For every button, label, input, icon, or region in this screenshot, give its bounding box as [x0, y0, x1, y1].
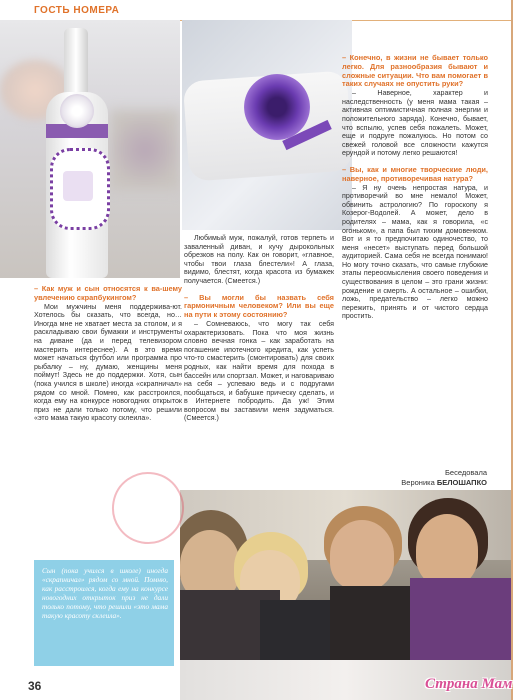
page-number: 36: [28, 679, 42, 693]
photo-ring-pillow: [182, 20, 352, 230]
site-watermark[interactable]: Страна Мам: [425, 676, 513, 692]
photo-decorated-bottle: [0, 20, 180, 278]
answer-1-continued: Любимый муж, пожалуй, готов терпеть и заваленный диван, и кучу дырокольных обрезков на полу. Как он говорит, «главное, чтобы твои глаза блестели»! А глаза, видимо, блестят, когда красота из бумажек получается. (Смеется.): [184, 234, 334, 285]
answer-3: – Наверное, характер и наследственность (у меня мама такая – активная оптимистичная полная энергии и положительного заряда). Конечно, бывает, что вспылю, успев себя пожалеть. Может, еще и подруге пожалуюсь. Но потом со свежей головой все сложности кажутся ерундой и потому легко решаются!: [342, 89, 488, 158]
text-column-2: [184, 234, 334, 423]
credit-label: Беседовала: [444, 468, 487, 477]
answer-2: – Сомневаюсь, что могу так себя охарактеризовать. Пока что моя жизнь словно вечная гонка – как заработать на погашение ипотечного кредита, как успеть что-то смастерить (смонтировать) для своих родных, как найти время для похода в бассейн или спортзал. Может, и наговариваю на себя – успеваю ведь и с подругами пообщаться, и бабушке прическу сделать, и в Интернете побродить. Да уж! Этим вопросом вы заставили меня задуматься. (Смеется.): [184, 319, 334, 423]
question-1: – Как муж и сын относятся к ва-шему увлечению скрапбукингом?: [34, 284, 182, 302]
page-edge-line: [511, 0, 513, 700]
page-header: [6, 0, 511, 21]
credit-name: Вероника БЕЛОШАПКО: [401, 477, 487, 487]
photo-caption-box: [34, 560, 174, 666]
photo-workshop-women: [180, 490, 511, 700]
question-3: – Конечно, в жизни не бывает только легко. Для разнообразия бывают и сложные ситуации. Что вам помогает в таких случаях не опустить руки?: [342, 53, 488, 89]
answer-4: – Я ну очень непростая натура, и противоречий во мне немало! Может, обвинить астрологию? По гороскопу я Козерог-Водолей. А может, дело в родителях – мама, как я говорила, «с огоньком», а папа был тихим домовенком. Вот и я то предпочитаю одиночество, то меня «несет» выступать перед большой аудиторией. Сама себя не всегда понимаю! Но могу точно сказать, что самые глубокие этапы переосмысления своего поведения и существования в целом – это грани жизни: рождение и смерть. А остальное – ошибки, ложь, предательство – легко можно пережить, принять и от чистого сердца простить.: [342, 183, 488, 321]
caption-text: Сын (пока учился в школе) иногда «скрапничал» рядом со мной. Помню, как расстроился, когда ему на конкурсе новогодних открыток приз не дали только потому, что решили «это мама такую красоту склеила».: [42, 566, 168, 620]
question-4: – Вы, как и многие творческие люди, наверное, противоречивая натура?: [342, 164, 488, 183]
text-column-1: [34, 285, 182, 423]
section-label: ГОСТЬ НОМЕРА: [34, 5, 120, 16]
question-2: – Вы могли бы назвать себя гармоничным человеком? Или вы еще на пути к этому состоянию?: [184, 292, 334, 320]
text-column-3: [342, 54, 488, 321]
author-credit: [327, 468, 487, 487]
answer-1: Мои мужчины меня поддержива-ют. Хотелось бы сказать, что всегда, но… Иногда мне не хватает места за столом, и я раскладываю свои бумажки и инструменты на диване (да и перед телевизором мастерить интереснее). А в это время может начаться футбол или программа про рыбалку – ну, думаю, женщины меня поймут! Здесь не до поддержки. Хотя, сын (пока учился в школе) иногда «скрапничал» рядом со мной. Помню, как расстроился, когда ему на конкурсе новогодних открыток приз не дали только потому, что решили «это мама такую красоту склеила».: [34, 302, 182, 423]
